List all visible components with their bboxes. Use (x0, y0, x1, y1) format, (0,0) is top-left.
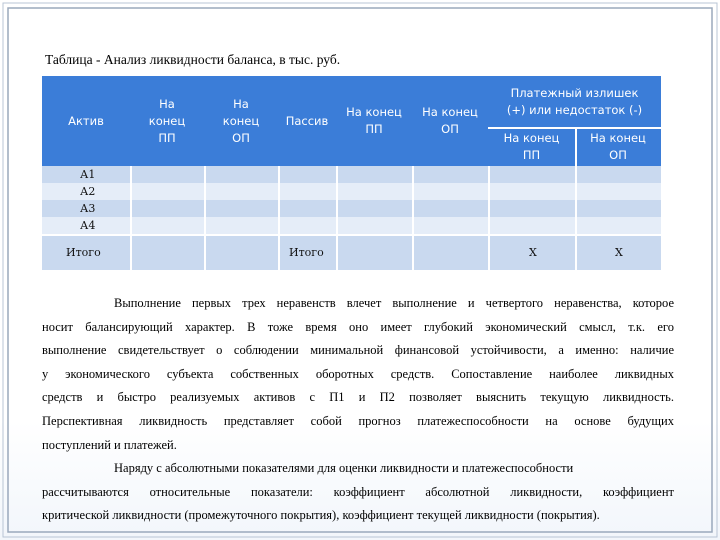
row-label-a4: А4 (80, 219, 96, 232)
row-label-a3: А3 (80, 202, 96, 215)
paragraph-line: критической ликвидности (промежуточного покрытия), коэффициент текущей ликвидности (покрытия). (42, 508, 600, 523)
paragraph-line: Выполнение первых трех неравенств влечет выполнение и четвертого неравенства, которое (114, 296, 674, 310)
grid-line (412, 166, 414, 270)
total-label-aktiv: Итого (66, 246, 101, 259)
grid-line (42, 234, 661, 236)
total-x-op: Х (615, 246, 623, 259)
header-surplus-op: На конец ОП (575, 128, 661, 166)
paragraph-line: Наряду с абсолютными показателями для оценки ликвидности и платежеспособности (114, 461, 574, 475)
paragraph-line: выполнение свидетельствует о соблюдении минимальной финансовой устойчивости, а именно: наличие (42, 343, 674, 358)
paragraph-line: Перспективная ликвидность представляет собой прогноз платежеспособности на основе будущих (42, 413, 674, 428)
paragraph-line: средств и быстро реализуемых активов с П1 и П2 позволяет выяснить текущую ликвидность. (42, 390, 674, 405)
grid-line (204, 166, 206, 270)
total-x-pp: Х (529, 246, 537, 259)
grid-line (575, 128, 577, 270)
paragraph-line: носит балансирующий характер. В тоже время оно имеет глубокий экономический смысл, т.к. его (42, 319, 674, 334)
grid-line (488, 127, 661, 129)
header-surplus: Платежный излишек (+) или недостаток (-) (488, 76, 661, 128)
table-row (42, 200, 661, 217)
paragraph-1 (42, 292, 674, 457)
row-label-a2: А2 (80, 185, 96, 198)
total-label-passiv: Итого (289, 246, 324, 259)
table-row (42, 183, 661, 200)
grid-line (488, 166, 490, 270)
table-caption: Таблица - Анализ ликвидности баланса, в тыс. руб. (45, 52, 341, 67)
header-aktiv: Актив (42, 76, 130, 166)
table-row (42, 217, 661, 234)
header-aktiv-op: На конец ОП (204, 76, 278, 166)
row-label-a1: А1 (80, 168, 96, 181)
table-row-total (42, 236, 661, 270)
paragraph-line: у экономического субъекта собственных оборотных средств. Сопоставление наиболее ликвидных (42, 366, 674, 381)
header-surplus-pp: На конец ПП (488, 128, 575, 166)
grid-line (336, 166, 338, 270)
paragraph-line: рассчитываются относительные показатели: коэффициент абсолютной ликвидности, коэффициент (42, 484, 674, 499)
grid-line (278, 166, 280, 270)
paragraph-2 (42, 457, 674, 528)
header-passiv: Пассив (278, 76, 336, 166)
header-passiv-op: На конец ОП (412, 76, 488, 166)
table-row (42, 166, 661, 183)
paragraph-line: поступлений и платежей. (42, 437, 177, 452)
grid-line (130, 166, 132, 270)
header-aktiv-pp: На конец ПП (130, 76, 204, 166)
header-passiv-pp: На конец ПП (336, 76, 412, 166)
